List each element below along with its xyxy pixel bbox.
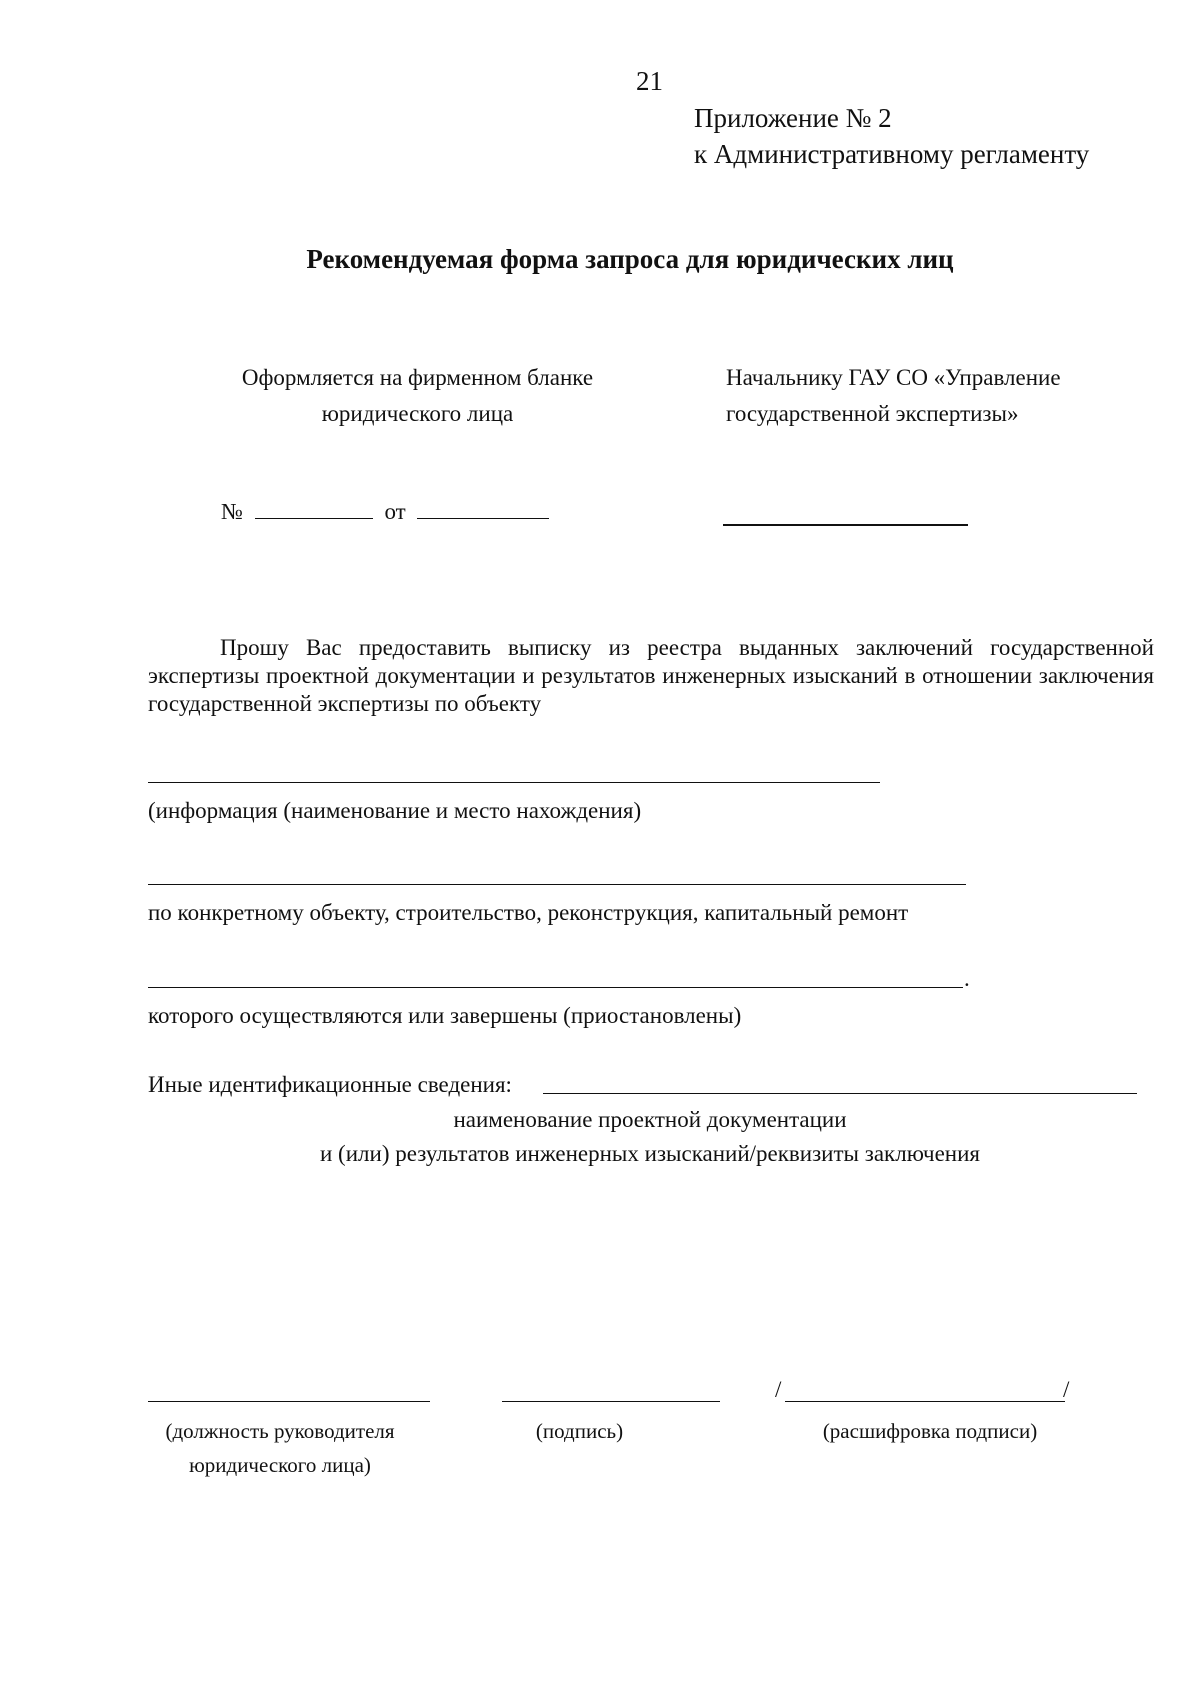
object-status-field[interactable]: [148, 987, 963, 988]
other-info-label: Иные идентификационные сведения:: [148, 1072, 512, 1097]
addressee: [726, 360, 1061, 432]
decoding-slash-left: /: [775, 1377, 782, 1402]
page-number: 21: [636, 66, 663, 96]
number-field[interactable]: [255, 498, 373, 519]
appendix-line-1: Приложение № 2: [694, 103, 892, 133]
request-text: Прошу Вас предоставить выписку из реестра выданных заключений государственной экспертизы проектной документации и результатов инженерных изысканий в отношении заключения государственной экспертизы по объекту: [148, 635, 1154, 716]
date-field[interactable]: [417, 498, 549, 519]
object-kind-field[interactable]: [148, 884, 966, 885]
letterhead-line-2: юридического лица: [321, 401, 514, 426]
position-caption-line-1: (должность руководителя: [165, 1419, 395, 1443]
other-info-caption-2: и (или) результатов инженерных изысканий/реквизиты заключения: [320, 1141, 980, 1166]
field-period: .: [964, 966, 970, 991]
document-title: Рекомендуемая форма запроса для юридических лиц: [306, 244, 954, 274]
letterhead-line-1: Оформляется на фирменном бланке: [241, 365, 594, 390]
other-info-field[interactable]: [543, 1093, 1137, 1094]
position-field[interactable]: [148, 1401, 430, 1402]
decoding-slash-right: /: [1063, 1377, 1070, 1402]
object-status-caption: которого осуществляются или завершены (приостановлены): [148, 1003, 742, 1028]
number-label: №: [221, 499, 243, 524]
object-info-field[interactable]: [148, 782, 880, 783]
signature-caption: (подпись): [535, 1419, 624, 1443]
reference-row: [221, 498, 549, 525]
addressee-name-field[interactable]: [723, 524, 968, 526]
appendix-line-2: к Административному регламенту: [694, 139, 1090, 169]
position-caption-line-2: юридического лица): [189, 1453, 371, 1477]
addressee-line-2: государственной экспертизы»: [726, 401, 1019, 426]
request-paragraph: [148, 634, 1154, 718]
decoding-caption: (расшифровка подписи): [822, 1419, 1038, 1443]
date-label: от: [384, 499, 406, 524]
object-info-caption: (информация (наименование и место нахождения): [148, 798, 642, 823]
other-info-caption-1: наименование проектной документации: [453, 1107, 847, 1132]
object-kind-caption: по конкретному объекту, строительство, реконструкция, капитальный ремонт: [148, 900, 909, 925]
letterhead-note: [210, 360, 625, 432]
decoding-field[interactable]: [785, 1401, 1065, 1402]
position-caption: [140, 1414, 420, 1482]
addressee-line-1: Начальнику ГАУ СО «Управление: [726, 365, 1061, 390]
signature-field[interactable]: [502, 1401, 720, 1402]
appendix-header: [694, 100, 1089, 172]
